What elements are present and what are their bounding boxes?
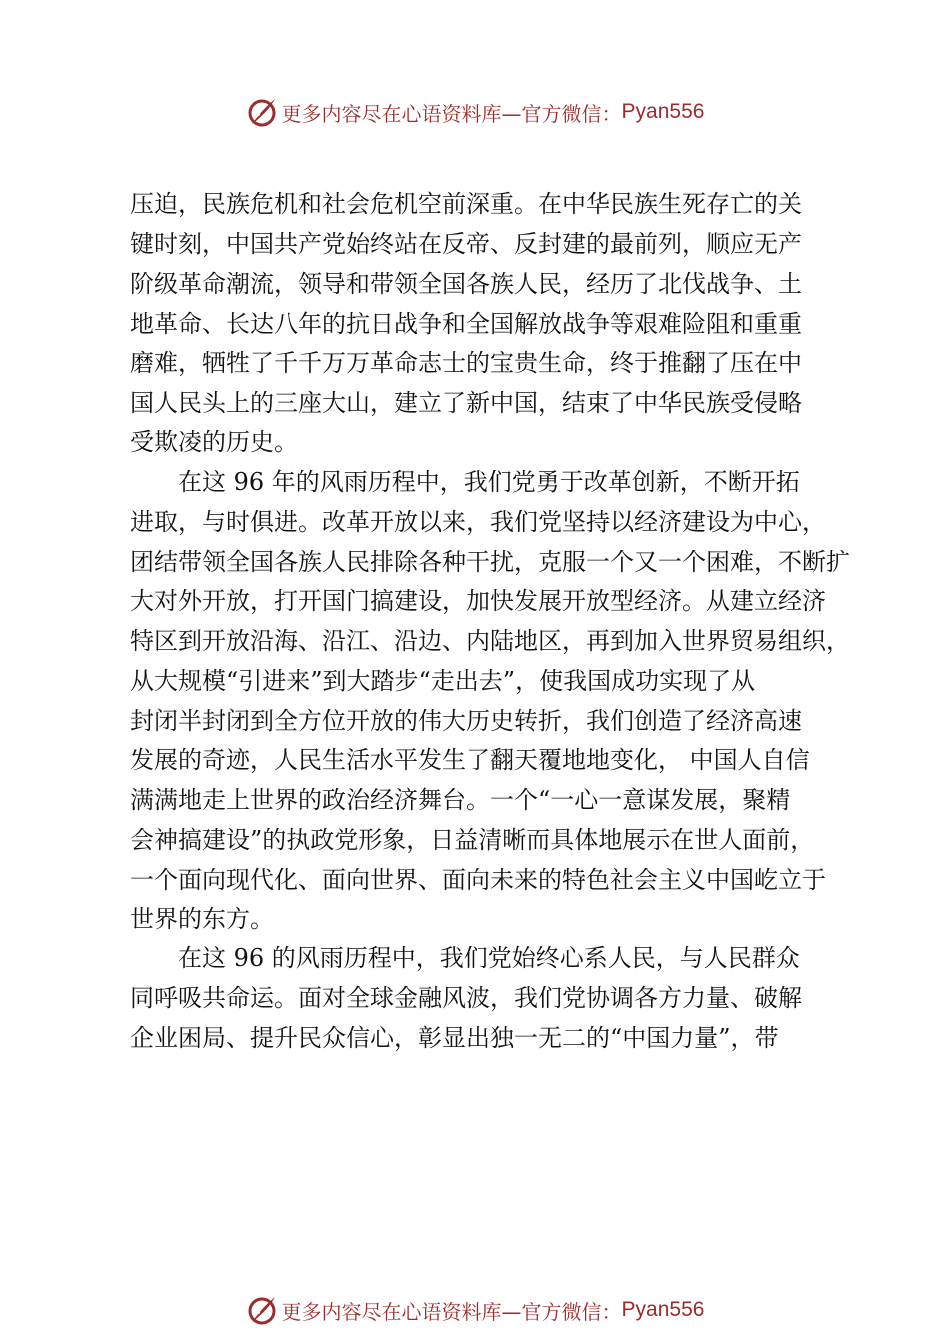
footer-watermark xyxy=(0,1290,950,1330)
footer-watermark-text: 更多内容尽在心语资料库—官方微信： xyxy=(281,1299,622,1324)
body-line: 地革命、长达八年的抗日战争和全国解放战争等艰难险阻和重重 xyxy=(130,310,802,338)
body-line: 磨难，牺牲了千千万万革命志士的宝贵生命，终于推翻了压在中 xyxy=(130,349,802,377)
body-line: 会神搞建设”的执政党形象，日益清晰而具体地展示在世人面前， xyxy=(130,826,815,854)
body-line: 压迫，民族危机和社会危机空前深重。在中华民族生死存亡的关 xyxy=(130,190,802,218)
body-line: 从大规模“引进来”到大踏步“走出去”，使我国成功实现了从 xyxy=(130,667,756,695)
body-line: 在这 96 的风雨历程中，我们党始终心系人民，与人民群众 xyxy=(130,944,800,972)
body-line: 企业困局、提升民众信心，彰显出独一无二的“中国力量”，带 xyxy=(130,1024,779,1052)
body-line: 阶级革命潮流，领导和带领全国各族人民，经历了北伐战争、土 xyxy=(130,270,802,298)
body-line: 发展的奇迹，人民生活水平发生了翻天覆地地变化， 中国人自信 xyxy=(130,746,810,774)
body-line: 进取，与时俱进。改革开放以来，我们党坚持以经济建设为中心， xyxy=(130,508,826,536)
body-line: 键时刻，中国共产党始终站在反帝、反封建的最前列，顺应无产 xyxy=(130,230,802,258)
body-line: 特区到开放沿海、沿江、沿边、内陆地区，再到加入世界贸易组织， xyxy=(130,627,850,655)
body-line: 世界的东方。 xyxy=(130,905,274,933)
header-wechat-id: Pyan556 xyxy=(621,100,705,123)
footer-wechat-id: Pyan556 xyxy=(621,1298,705,1321)
body-line: 国人民头上的三座大山，建立了新中国，结束了中华民族受侵略 xyxy=(130,389,802,417)
body-line: 同呼吸共命运。面对全球金融风波，我们党协调各方力量、破解 xyxy=(130,984,802,1012)
body-line: 受欺凌的历史。 xyxy=(130,428,298,456)
body-line: 封闭半封闭到全方位开放的伟大历史转折，我们创造了经济高速 xyxy=(130,707,802,735)
body-line: 满满地走上世界的政治经济舞台。一个“一心一意谋发展，聚精 xyxy=(130,786,791,814)
body-line: 大对外开放，打开国门搞建设，加快发展开放型经济。从建立经济 xyxy=(130,587,826,615)
body-line: 团结带领全国各族人民排除各种干扰，克服一个又一个困难，不断扩 xyxy=(130,548,850,576)
header-watermark-text: 更多内容尽在心语资料库—官方微信： xyxy=(281,101,622,126)
body-line: 在这 96 年的风雨历程中，我们党勇于改革创新，不断开拓 xyxy=(130,468,800,496)
body-line: 一个面向现代化、面向世界、面向未来的特色社会主义中国屹立于 xyxy=(130,866,826,894)
quill-logo-icon xyxy=(246,1294,278,1326)
